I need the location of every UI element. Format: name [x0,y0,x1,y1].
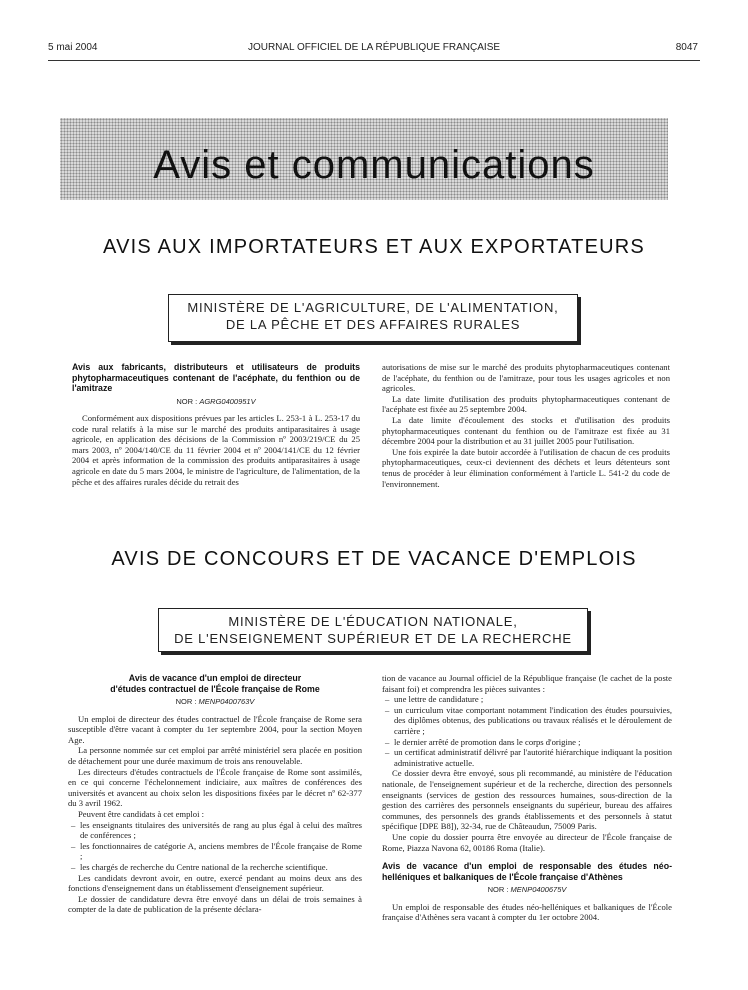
ministry-line: DE L'ENSEIGNEMENT SUPÉRIEUR ET DE LA RECHERCHE [174,631,572,646]
journal-title: JOURNAL OFFICIEL DE LA RÉPUBLIQUE FRANÇAISE [247,42,501,53]
list-item: – un curriculum vitae comportant notamment l'indication des études poursuivies, des diplômes obtenus, des publications ou travaux réalisés et le déroulement de carrière ; [394,705,672,737]
paragraph: Une fois expirée la date butoir accordée à l'utilisation de chacun de ces produits phytopharmaceutiques, ceux-ci deviennent des déchets et leurs détenteurs sont tenus de procéder à leur élimination conformément à l'article L. 541-2 du code de l'environnement. [382,446,670,489]
paragraph: autorisations de mise sur le marché des produits phytopharmaceutiques contenant de l'acéphate, du fenthion ou de l'amitraze, pour tous les usages agricoles et non agricoles. [382,362,670,394]
article-title: Avis de vacance d'un emploi de responsable des études néo-helléniques et balkaniques de l'École française d'Athènes [382,861,672,882]
paragraph: Le dossier de candidature devra être envoyé dans un délai de trois semaines à compter de la date de publication de la présente déclara- [68,893,362,915]
page-number: 8047 [675,42,698,53]
paragraph: Un emploi de directeur des études contractuel de l'École française de Rome sera susceptible d'être vacant à compter du 1er septembre 2004, pour la section Moyen Age. [68,713,362,745]
paragraph: La personne nommée sur cet emploi par arrêté ministériel sera placée en position de détachement pour une durée maximum de trois ans renouvelable. [68,745,362,766]
paragraph: Les candidats devront avoir, en outre, exercé pendant au moins deux ans des fonctions d'enseignement dans un établissement d'enseignement supérieur. [68,872,362,894]
ministry-box-agriculture [168,294,578,342]
paragraph: Ce dossier devra être envoyé, sous pli recommandé, au ministère de l'éducation nationale, de l'enseignement supérieur et de la recherche, direction des personnels enseignants (services de gestion des ressources humaines, sous-direction de la gestion des carrières des personnels enseignants du supérieur, bureau des affaires communes, des personnels des grands établissements et des personnels à statut spécifique [DPE B8]), 32-34, rue de Châteaudun, 75009 Paris. [382,768,672,832]
list-item: – les chargés de recherche du Centre national de la recherche scientifique. [80,862,362,873]
article-column [382,362,670,489]
paragraph: La date limite d'utilisation des produits phytopharmaceutiques contenant de l'acéphate est fixée au 25 septembre 2004. [382,393,670,415]
article-title: Avis aux fabricants, distributeurs et utilisateurs de produits phytopharmaceutiques contenant de l'acéphate, du fenthion ou de l'amitraze [72,362,360,393]
banner-title: Avis et communications [153,143,595,187]
section-title-import-export: AVIS AUX IMPORTATEURS ET AUX EXPORTATEURS [103,236,645,258]
nor-reference: NOR : MENP0400675V [487,885,567,895]
ministry-line: DE LA PÊCHE ET DES AFFAIRES RURALES [225,317,521,332]
nor-reference: NOR : AGRG0400951V [176,396,256,406]
paragraph: Les directeurs d'études contractuels de l'École française de Rome sont assimilés, en ce qui concerne l'échelonnement indiciaire, aux maîtres de conférences des universités et avancent au choix selon les dispositions fixées par le décret nº 62-377 du 3 avril 1962. [68,766,362,809]
header-date: 5 mai 2004 [48,42,98,53]
paragraph: Peuvent être candidats à cet emploi : [78,808,204,819]
list-item: – les fonctionnaires de catégorie A, anciens membres de l'École française de Rome ; [80,841,362,862]
header-rule [48,60,700,61]
paragraph: Une copie du dossier pourra être envoyée au directeur de l'École française de Rome, Piazza Navona 62, 00186 Roma (Italie). [382,831,672,853]
list-item: – une lettre de candidature ; [394,694,672,705]
article-column [382,673,672,923]
ministry-line: MINISTÈRE DE L'ÉDUCATION NATIONALE, [228,614,518,629]
list-item: – un certificat administratif délivré par l'autorité hiérarchique indiquant la position administrative actuelle. [394,747,672,768]
article-column [72,362,360,487]
ministry-line: MINISTÈRE DE L'AGRICULTURE, DE L'ALIMENTATION, [187,300,559,315]
paragraph: Conformément aux dispositions prévues par les articles L. 253-1 à L. 253-17 du code rural relatifs à la mise sur le marché des produits antiparasitaires à usage agricole, en application des décisions de la Commission nº 2003/219/CE du 25 mars 2003, nº 2004/140/CE du 11 février 2004 et nº 2004/141/CE du 12 février 2004 et après information de la commission des produits antiparasitaires à usage agricole en date du 5 mars 2004, le ministre de l'agriculture, de l'alimentation, de la pêche et des affaires rurales décide du retrait des [72,413,360,487]
eligibility-list [68,820,362,873]
ministry-box-education [158,608,588,652]
article-column [68,673,362,915]
paragraph: tion de vacance au Journal officiel de la République française (le cachet de la poste faisant foi) et comprendra les pièces suivantes : [382,673,672,694]
paragraph: La date limite d'écoulement des stocks et d'utilisation des produits phytopharmaceutiques contenant du fenthion ou de l'amitraze est fixée au 31 décembre 2004 pour la distribution et au 31 juillet 2005 pour l'utilisation. [382,414,670,447]
paragraph: Un emploi de responsable des études néo-helléniques et balkaniques de l'École française d'Athènes sera vacant à compter du 1er octobre 2004. [382,901,672,923]
article-title: Avis de vacance d'un emploi de directeur d'études contractuel de l'École française de Rome [110,673,320,694]
documents-list [382,694,672,768]
list-item: – les enseignants titulaires des universités de rang au plus égal à celui des maîtres de conférences ; [80,820,362,841]
nor-reference: NOR : MENP0400763V [175,697,255,706]
list-item: – le dernier arrêté de promotion dans le corps d'origine ; [394,737,672,748]
section-title-concours: AVIS DE CONCOURS ET DE VACANCE D'EMPLOIS [111,548,637,570]
